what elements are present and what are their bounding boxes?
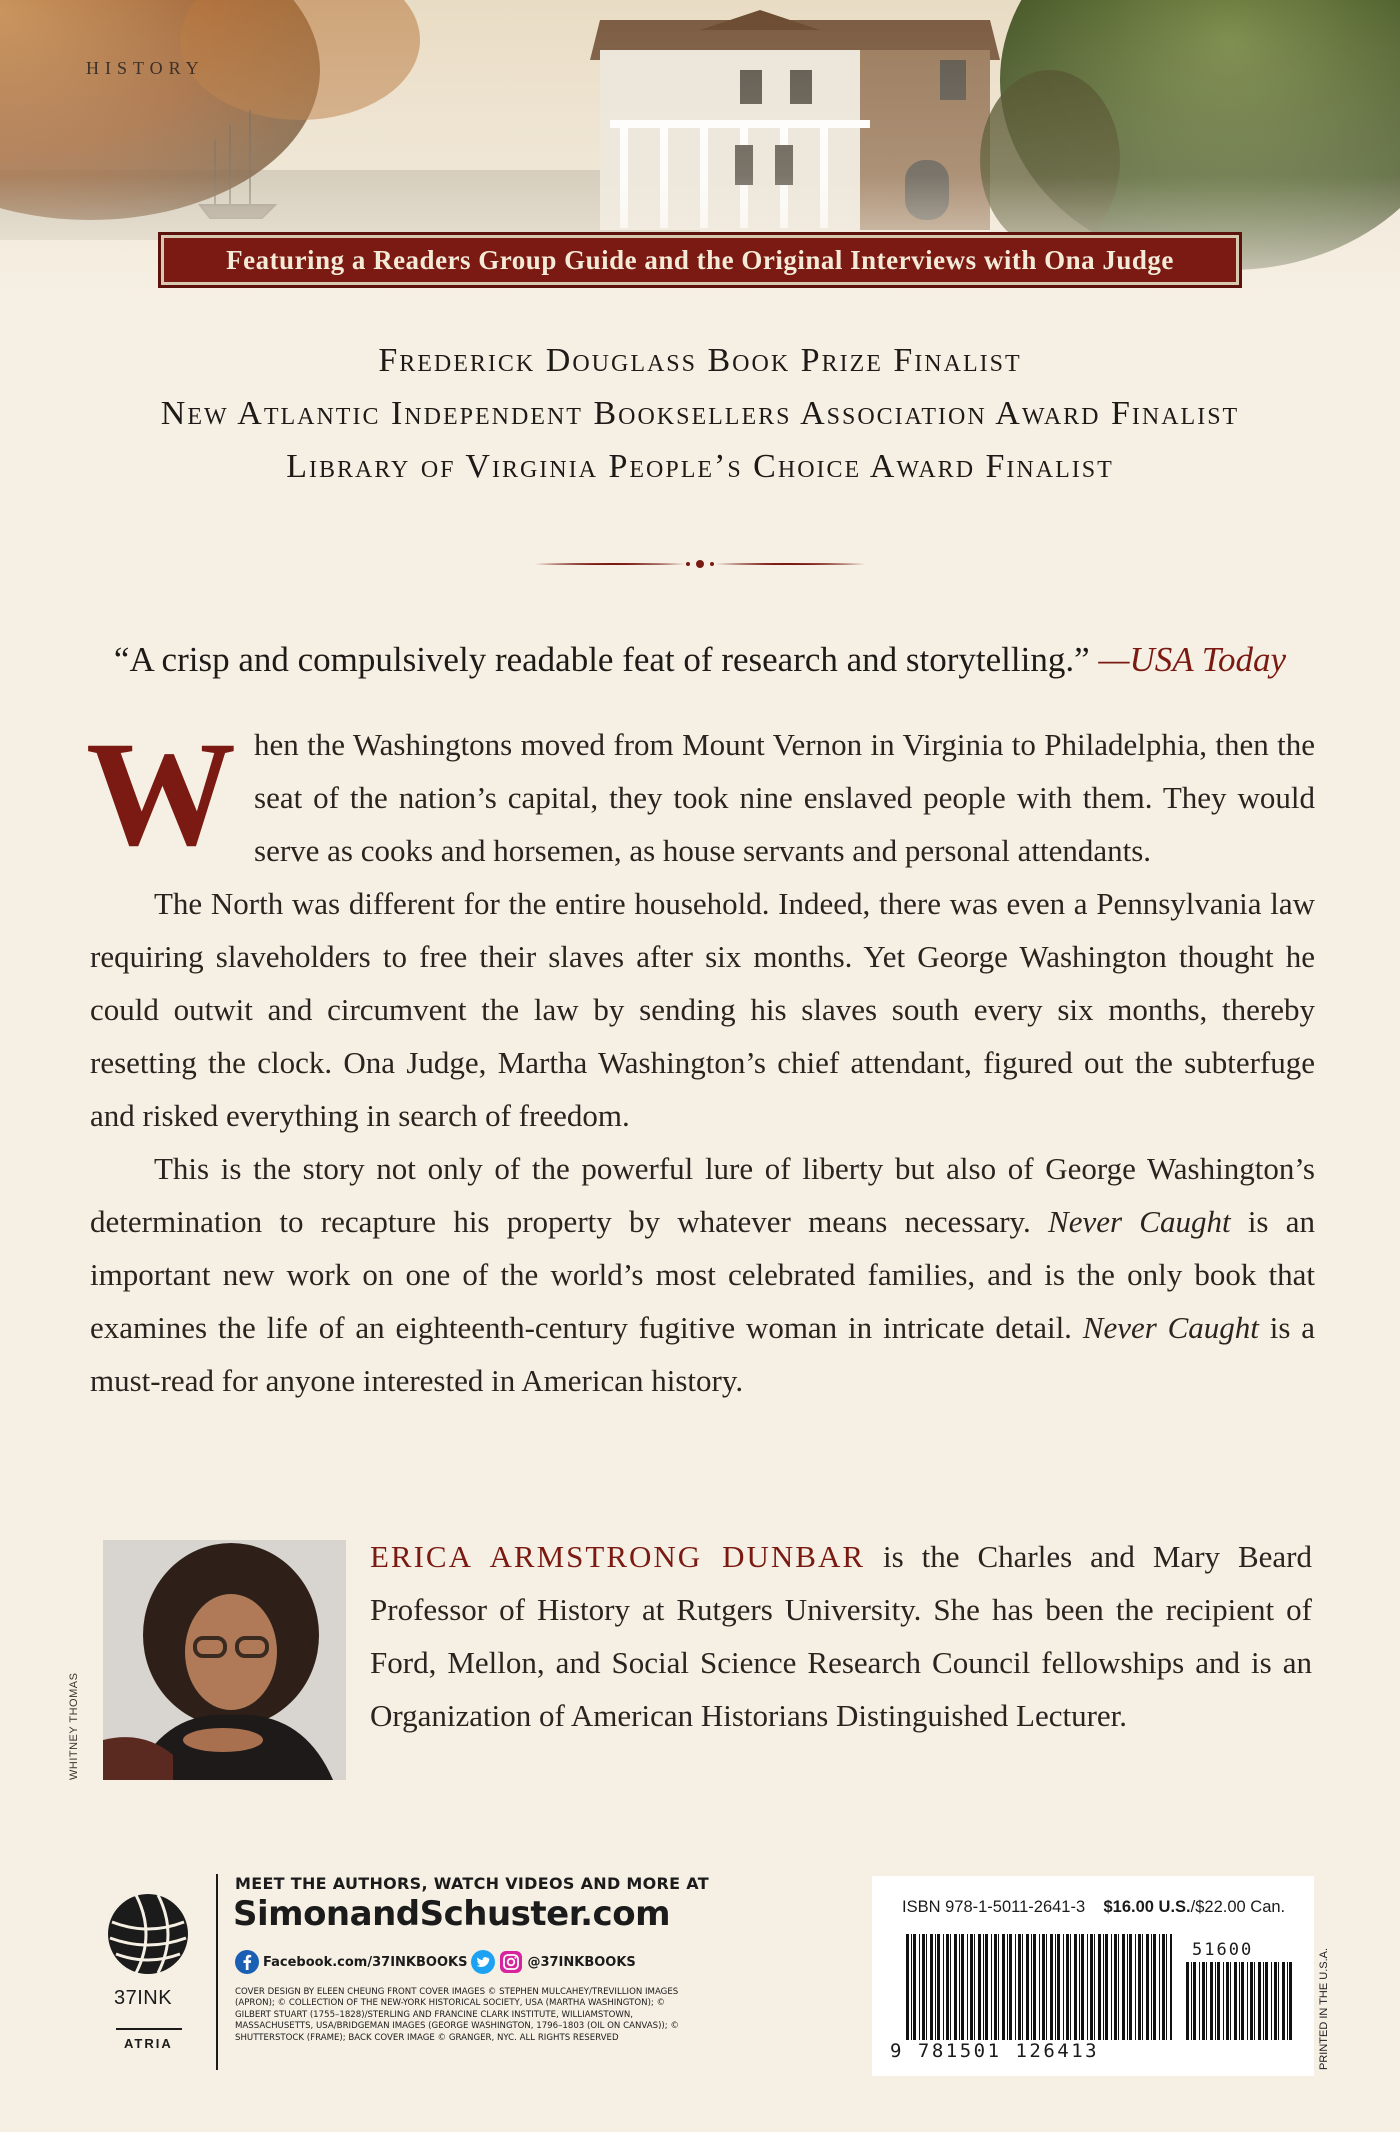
drop-cap: W bbox=[86, 711, 236, 877]
barcode-bar bbox=[961, 1934, 964, 2040]
barcode-bar bbox=[1122, 1934, 1125, 2040]
barcode-bar bbox=[1186, 1962, 1189, 2040]
barcode-bar bbox=[1223, 1962, 1224, 2040]
imprint-divider bbox=[116, 2028, 182, 2030]
barcode-bar bbox=[1287, 1962, 1288, 2040]
barcode-bar bbox=[998, 1934, 999, 2040]
barcode-bar bbox=[1087, 1934, 1088, 2040]
twitter-icon[interactable] bbox=[471, 1950, 495, 1974]
isbn-number: ISBN 978-1-5011-2641-3 bbox=[902, 1898, 1086, 1916]
description-paragraph-1-text: hen the Washingtons moved from Mount Vernon in Virginia to Philadelphia, then the seat of the nation’s capital, they took nine enslaved people with them. They would serve as cooks and horsemen, as house servants and personal attendants. bbox=[254, 727, 1315, 868]
barcode-bar bbox=[1162, 1934, 1165, 2040]
barcode-bar bbox=[1090, 1934, 1093, 2040]
barcode-bar bbox=[1127, 1934, 1128, 2040]
barcode-bar bbox=[1098, 1934, 1101, 2040]
barcode-bar bbox=[1271, 1962, 1272, 2040]
barcode-bar bbox=[943, 1934, 944, 2040]
barcode-bar bbox=[922, 1934, 925, 2040]
barcode-bar bbox=[991, 1934, 992, 2040]
barcode-bar bbox=[959, 1934, 960, 2040]
barcode-bar bbox=[911, 1934, 912, 2040]
review-quote bbox=[0, 640, 1400, 680]
barcode-bar bbox=[974, 1934, 975, 2040]
barcode-bar bbox=[1274, 1962, 1277, 2040]
barcode-bar bbox=[1046, 1934, 1047, 2040]
barcode-bar bbox=[1094, 1934, 1095, 2040]
printed-in-label: PRINTED IN THE U.S.A. bbox=[1318, 1947, 1330, 2070]
facebook-link[interactable]: Facebook.com/37INKBOOKS bbox=[263, 1954, 468, 1970]
barcode-bar bbox=[1066, 1934, 1069, 2040]
author-name: ERICA ARMSTRONG DUNBAR bbox=[370, 1539, 866, 1574]
book-title-italic: Never Caught bbox=[1048, 1204, 1231, 1239]
description-paragraph-3-c: is a must-read for anyone interested in American history. bbox=[90, 1310, 1315, 1398]
barcode-bar bbox=[1118, 1934, 1119, 2040]
barcode-bar bbox=[1081, 1934, 1084, 2040]
barcode-bar bbox=[1039, 1934, 1040, 2040]
author-bio-text: is the Charles and Mary Beard Professor of History at Rutgers University. She has been the recipient of Ford, Mellon, and Social Science Research Council fellowships and is an Organization of American Historians Distinguished Lecturer. bbox=[370, 1539, 1313, 1733]
barcode-bar bbox=[1050, 1934, 1053, 2040]
barcode-bar bbox=[1151, 1934, 1152, 2040]
award-line-1: Frederick Douglass Book Prize Finalist bbox=[378, 342, 1022, 379]
barcode-bar bbox=[1289, 1962, 1292, 2040]
barcode-bar bbox=[1234, 1962, 1237, 2040]
barcode-bar bbox=[1263, 1962, 1264, 2040]
barcode-bar bbox=[1015, 1934, 1016, 2040]
barcode-bar bbox=[1239, 1962, 1240, 2040]
description-paragraph-1 bbox=[86, 711, 1315, 877]
barcode-bar bbox=[1166, 1934, 1167, 2040]
barcode-bar bbox=[926, 1934, 927, 2040]
cover-credits: COVER DESIGN BY ELEEN CHEUNG FRONT COVER IMAGES © STEPHEN MULCAHEY/TREVILLION IMAGES (APRON); © COLLECTION OF THE NEW-YORK HISTORICAL SOCIETY, USA (MARTHA WASHINGTON); © GILBERT STUART (1755–1828)/STERLING AND FRANCINE CLARK INSTITUTE, WILLIAMSTOWN, MASSACHUSETTS, USA/BRIDGEMAN IMAGES (GEORGE WASHINGTON, 1796–1803 (OIL ON CANVAS)); © SHUTTERSTOCK (FRAME); BACK COVER IMAGE © GRANGER, NYC. ALL RIGHTS RESERVED bbox=[235, 1987, 679, 2043]
barcode-bar bbox=[967, 1934, 968, 2040]
imprint-sub-text: ATRIA bbox=[124, 2036, 173, 2051]
barcode-bar bbox=[1226, 1962, 1229, 2040]
publisher-website-link[interactable]: SimonandSchuster.com bbox=[233, 1894, 670, 1934]
barcode-bar bbox=[1191, 1962, 1192, 2040]
instagram-handle[interactable]: @37INKBOOKS bbox=[527, 1954, 636, 1970]
price-code-digits: 51600 bbox=[1192, 1940, 1254, 1960]
barcode-bar bbox=[1250, 1962, 1253, 2040]
author-portrait-image bbox=[103, 1540, 346, 1780]
barcode-bar bbox=[1129, 1934, 1132, 2040]
meet-authors-line: MEET THE AUTHORS, WATCH VIDEOS AND MORE AT bbox=[235, 1874, 709, 1893]
feature-banner-text: Featuring a Readers Group Guide and the Original Interviews with Ona Judge bbox=[226, 244, 1174, 275]
facebook-icon[interactable] bbox=[235, 1950, 259, 1974]
barcode-bar bbox=[1042, 1934, 1045, 2040]
barcode-bar bbox=[1074, 1934, 1077, 2040]
description-paragraph-3 bbox=[90, 1142, 1315, 1407]
barcode-bar bbox=[1247, 1962, 1248, 2040]
feature-banner bbox=[158, 232, 1242, 288]
barcode-bar bbox=[1057, 1934, 1060, 2040]
barcode-bar bbox=[1153, 1934, 1156, 2040]
barcode-bar bbox=[1215, 1962, 1216, 2040]
review-quote-source: —USA Today bbox=[1098, 640, 1287, 679]
publisher-divider bbox=[216, 1874, 218, 2070]
category-label: HISTORY bbox=[86, 58, 205, 78]
imprint-logo-text: 37INK bbox=[114, 1987, 173, 2009]
barcode-bar bbox=[1199, 1962, 1200, 2040]
barcode-bar bbox=[954, 1934, 957, 2040]
price-us: $16.00 U.S. bbox=[1103, 1898, 1191, 1916]
barcode-bar bbox=[1018, 1934, 1021, 2040]
description-paragraph-2: The North was different for the entire household. Indeed, there was even a Pennsylvania law requiring slaveholders to free their slaves after six months. Yet George Washington thought he could outwit and circumvent the law by sending his slaves south every six months, thereby resetting the clock. Ona Judge, Martha Washington’s chief attendant, figured out the subterfuge and risked everything in search of freedom. bbox=[90, 886, 1315, 1133]
award-line-2: New Atlantic Independent Booksellers Association Award Finalist bbox=[160, 395, 1240, 432]
barcode-bar bbox=[1202, 1962, 1205, 2040]
barcode-bar bbox=[1138, 1934, 1141, 2040]
barcode-bar bbox=[935, 1934, 936, 2040]
barcode-bar bbox=[1055, 1934, 1056, 2040]
barcode-bar bbox=[950, 1934, 951, 2040]
review-quote-text: “A crisp and compulsively readable feat of research and storytelling.” bbox=[113, 640, 1090, 679]
barcode-bar bbox=[1258, 1962, 1261, 2040]
ean-digits: 9 781501 126413 bbox=[890, 2040, 1100, 2062]
barcode-bar bbox=[1031, 1934, 1032, 2040]
barcode-bar bbox=[937, 1934, 940, 2040]
barcode-bar bbox=[1254, 1962, 1255, 2040]
barcode-bar bbox=[1230, 1962, 1231, 2040]
barcode-bar bbox=[983, 1934, 984, 2040]
barcode-bar bbox=[1007, 1934, 1008, 2040]
barcode-bar bbox=[1135, 1934, 1136, 2040]
barcode-bar bbox=[1114, 1934, 1117, 2040]
barcode-bar bbox=[1002, 1934, 1005, 2040]
description-paragraph-3-a: This is the story not only of the powerful lure of liberty but also of George Washington’s determination to recapture his property by whatever means necessary. bbox=[90, 1151, 1315, 1239]
barcode-bar bbox=[1282, 1962, 1285, 2040]
instagram-icon[interactable] bbox=[499, 1950, 523, 1974]
barcode-bar bbox=[1241, 1962, 1244, 2040]
social-links bbox=[235, 1950, 636, 1974]
barcode-bar bbox=[906, 1934, 909, 2040]
barcode-bar bbox=[1103, 1934, 1104, 2040]
barcode-panel bbox=[872, 1876, 1314, 2076]
barcode-bar bbox=[1210, 1962, 1213, 2040]
barcode-bar bbox=[1170, 1934, 1172, 2040]
barcode-bar bbox=[1142, 1934, 1143, 2040]
barcode-bar bbox=[1217, 1962, 1220, 2040]
barcode-bar bbox=[1026, 1934, 1029, 2040]
description-paragraph-3-b: is an important new work on one of the world’s most celebrated families, and is the only book that examines the life of an eighteenth-century fugitive woman in intricate detail. bbox=[90, 1204, 1316, 1345]
barcode-bar bbox=[1022, 1934, 1023, 2040]
barcode-bar bbox=[930, 1934, 933, 2040]
barcode-bar bbox=[1265, 1962, 1268, 2040]
barcode-bar bbox=[985, 1934, 988, 2040]
barcode-bar bbox=[1111, 1934, 1112, 2040]
globe-logo-icon bbox=[106, 1892, 190, 1976]
barcode-bar bbox=[994, 1934, 997, 2040]
barcode-bar bbox=[1159, 1934, 1160, 2040]
barcode-bar bbox=[1146, 1934, 1149, 2040]
ornament-divider bbox=[535, 554, 865, 574]
barcode-bar bbox=[913, 1934, 916, 2040]
price-canada: /$22.00 Can. bbox=[1190, 1898, 1286, 1916]
barcode-bar bbox=[919, 1934, 920, 2040]
barcode-bar bbox=[978, 1934, 981, 2040]
barcode-bar bbox=[970, 1934, 973, 2040]
book-description bbox=[86, 711, 1316, 1407]
barcode-bar bbox=[946, 1934, 949, 2040]
barcode-bar bbox=[1033, 1934, 1036, 2040]
author-photo bbox=[103, 1540, 346, 1780]
award-line-3: Library of Virginia People’s Choice Award Finalist bbox=[286, 448, 1114, 485]
author-bio bbox=[370, 1530, 1312, 1742]
barcode-bar bbox=[1009, 1934, 1012, 2040]
barcode-bar bbox=[1079, 1934, 1080, 2040]
photo-credit: WHITNEY THOMAS bbox=[68, 1672, 80, 1780]
book-title-italic: Never Caught bbox=[1082, 1310, 1259, 1345]
barcode-bar bbox=[1063, 1934, 1064, 2040]
barcode-bar bbox=[1206, 1962, 1207, 2040]
barcode-bar bbox=[1070, 1934, 1071, 2040]
barcode-bar bbox=[1278, 1962, 1279, 2040]
barcode-bar bbox=[1105, 1934, 1108, 2040]
barcode-bar bbox=[1193, 1962, 1196, 2040]
